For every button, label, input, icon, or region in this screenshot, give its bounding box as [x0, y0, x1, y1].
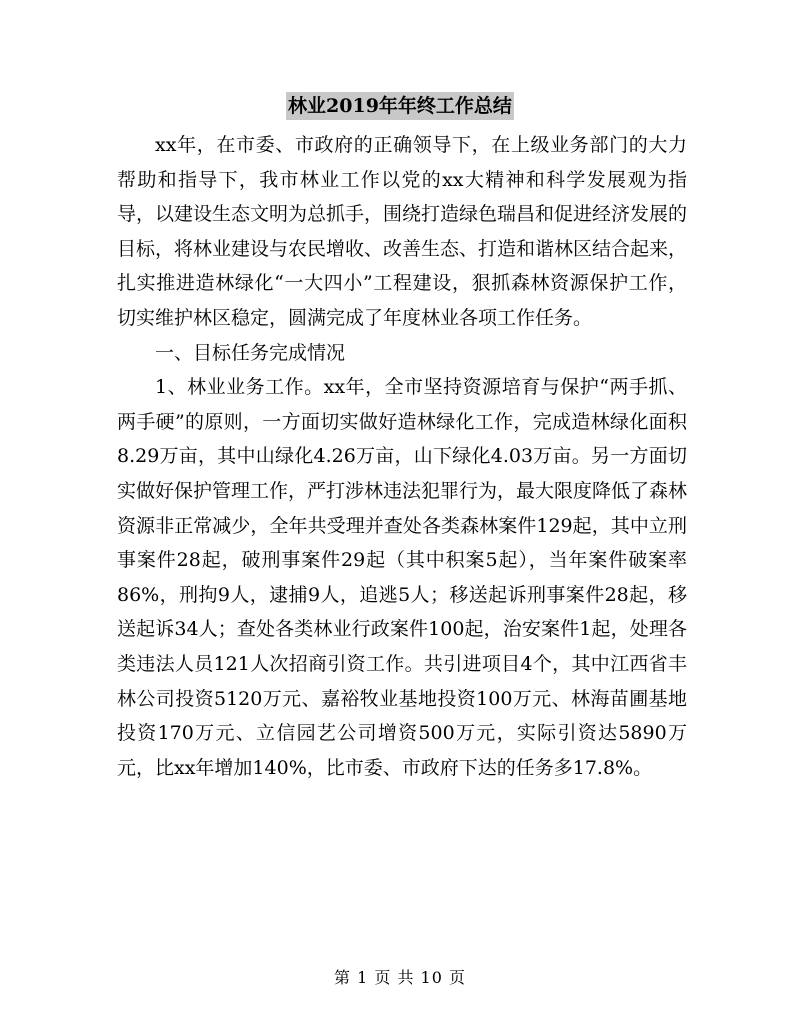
title-container	[0, 92, 800, 120]
page-number-label: 第 1 页 共 10 页	[334, 968, 466, 987]
paragraph-forestry-work: 1、林业业务工作。xx年，全市坚持资源培育与保护“两手抓、两手硬”的原则，一方面切实做好造林绿化工作，完成造林绿化面积8.29万亩，其中山绿化4.26万亩，山下绿化4.03万亩。另一方面切实做好保护管理工作，严打涉林违法犯罪行为，最大限度降低了森林资源非正常减少，全年共受理并查处各类森林案件129起，其中立刑事案件28起，破刑事案件29起（其中积案5起），当年案件破案率86%，刑拘9人，逮捕9人，追逃5人；移送起诉刑事案件28起，移送起诉34人；查处各类林业行政案件100起，治安案件1起，处理各类违法人员121人次招商引资工作。共引进项目4个，其中江西省丰林公司投资5120万元、嘉裕牧业基地投资100万元、林海苗圃基地投资170万元、立信园艺公司增资500万元，实际引资达5890万元，比xx年增加140%，比市委、市政府下达的任务多17.8%。	[117, 376, 688, 779]
document-title: 林业2019年年终工作总结	[286, 92, 514, 120]
section-heading: 一、目标任务完成情况	[155, 341, 346, 364]
document-body	[117, 128, 687, 785]
page-footer	[0, 965, 800, 988]
paragraph-intro: xx年，在市委、市政府的正确领导下，在上级业务部门的大力帮助和指导下，我市林业工作以党的xx大精神和科学发展观为指导，以建设生态文明为总抓手，围绕打造绿色瑞昌和促进经济发展的目标，将林业建设与农民增收、改善生态、打造和谐林区结合起来，扎实推进造林绿化“一大四小”工程建设，狠抓森林资源保护工作，切实维护林区稳定，圆满完成了年度林业各项工作任务。	[117, 134, 688, 329]
